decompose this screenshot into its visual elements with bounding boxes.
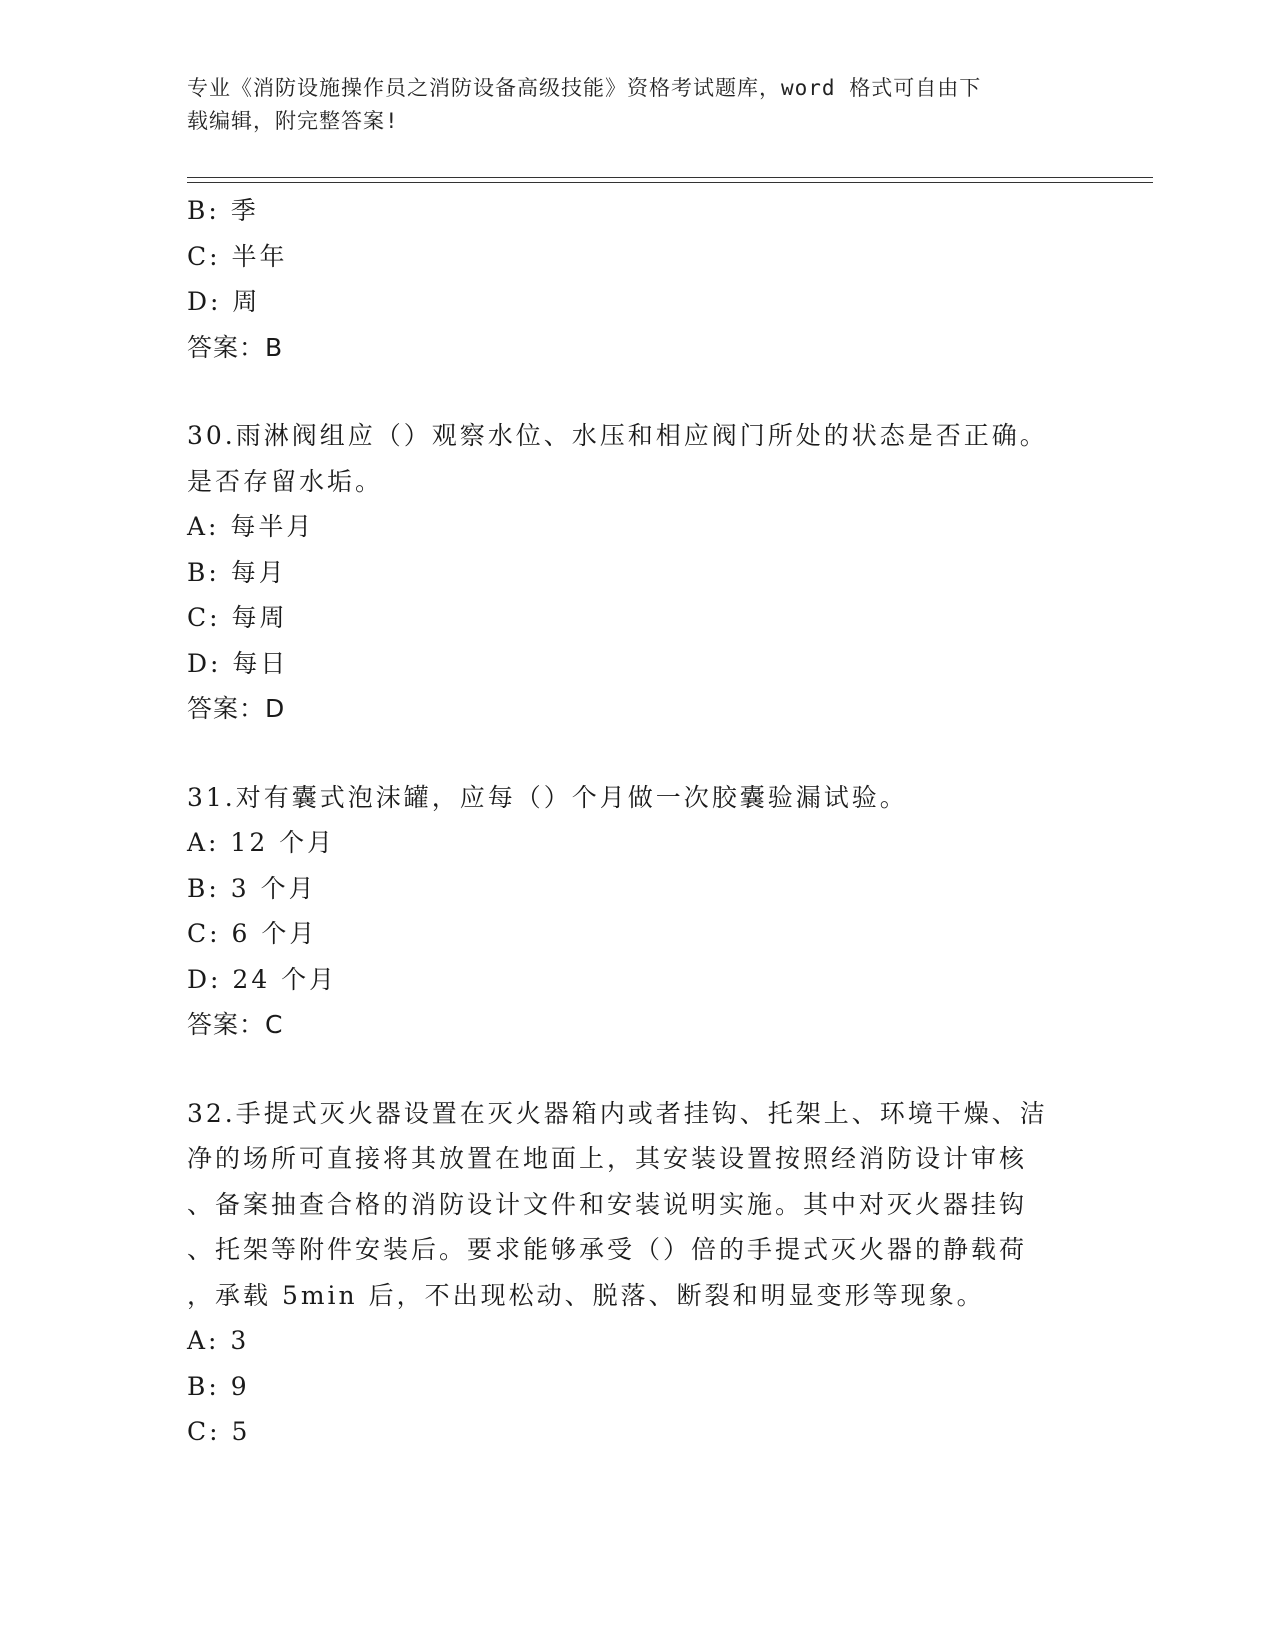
option-b: B: 季 [187,196,259,225]
question-text: 净的场所可直接将其放置在地面上，其安装设置按照经消防设计审核 [187,1144,1028,1173]
spacer [187,1048,1087,1091]
spacer [187,370,1087,413]
answer-label: 答案：C [187,1010,284,1039]
option-b: B: 每月 [187,557,287,587]
option-b: B: 9 [187,1371,250,1401]
question-text: 、备案抽查合格的消防设计文件和安装说明实施。其中对灭火器挂钩 [187,1189,1028,1219]
answer-label: 答案：D [187,694,286,723]
option-a: A: 3 [187,1326,250,1355]
option-c: C: 6 个月 [187,919,318,948]
question-text: 、托架等附件安装后。要求能够承受（）倍的手提式灭火器的静载荷 [187,1235,1028,1264]
header-line-2: 载编辑，附完整答案! [187,109,399,133]
question-text: ，承载 5min 后，不出现松动、脱落、断裂和明显变形等现象。 [187,1280,985,1310]
option-a: A: 12 个月 [187,828,336,857]
question-text: 31.对有囊式泡沫罐，应每（）个月做一次胶囊验漏试验。 [187,782,908,812]
option-d: D: 每日 [187,648,289,678]
question-31 [187,775,1087,1048]
document-header [187,72,1077,138]
header-divider-bottom [187,182,1153,183]
question-text: 30.雨淋阀组应（）观察水位、水压和相应阀门所处的状态是否正确。 [187,421,1048,450]
question-content [187,188,1087,1455]
question-text: 32.手提式灭火器设置在灭火器箱内或者挂钩、托架上、环境干燥、洁 [187,1098,1048,1128]
question-text: 是否存留水垢。 [187,466,384,496]
question-32 [187,1091,1087,1455]
option-c: C: 5 [187,1417,251,1446]
header-divider-top [187,177,1153,178]
option-a: A: 每半月 [187,512,315,541]
question-30 [187,413,1087,732]
option-b: B: 3 个月 [187,873,317,903]
header-line-1: 专业《消防设施操作员之消防设备高级技能》资格考试题库，word 格式可自由下 [187,76,982,100]
answer-label: 答案：B [187,332,284,362]
option-c: C: 半年 [187,241,288,271]
spacer [187,732,1087,775]
option-c: C: 每周 [187,603,288,632]
option-d: D: 24 个月 [187,964,338,994]
question-29-continued [187,188,1087,370]
option-d: D: 周 [187,287,261,316]
